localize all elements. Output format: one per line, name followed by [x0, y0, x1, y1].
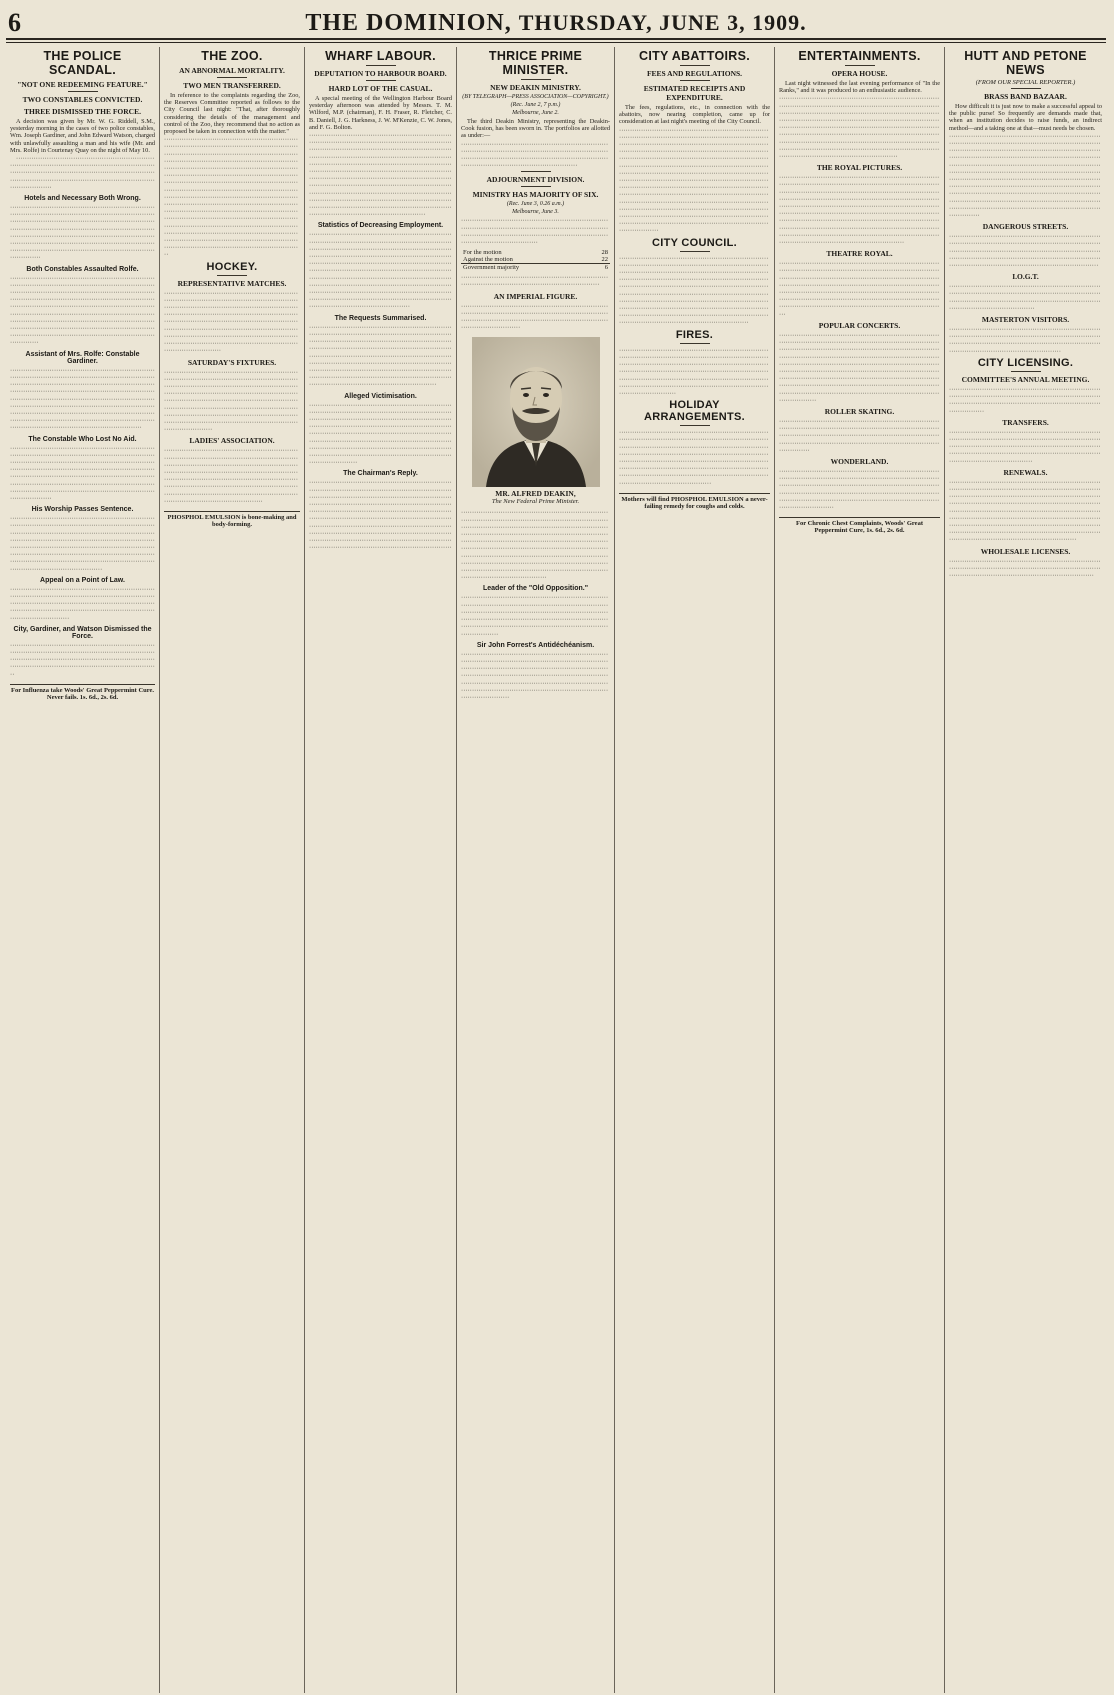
portrait-image [472, 337, 600, 487]
columns [6, 47, 1106, 1693]
subhead-adjournment: ADJOURNMENT DIVISION. [486, 175, 585, 185]
subhead-iogt: I.O.G.T. [1012, 272, 1039, 282]
section-hotels: Hotels and Necessary Both Wrong. [24, 195, 141, 203]
vote-row-against [461, 256, 610, 264]
kicker-police: "NOT ONE REDEEMING FEATURE." [17, 80, 148, 89]
subhead-dangerous-streets: DANGEROUS STREETS. [982, 222, 1069, 232]
lead-zoo: In reference to the complaints regarding the Zoo, the Reserves Committee reported as follows to the City Council last night: "That, after thoroughly considering the details of the management and control of the Zoo, they recommend that no action as proposed be taken in connection with the matter." [164, 92, 300, 136]
dateline-1: (Rec. June 2, 7 p.m.) [510, 102, 561, 108]
headline-holiday: HOLIDAY ARRANGEMENTS. [643, 399, 746, 424]
headline-wharf-labour: WHARF LABOUR. [325, 49, 436, 63]
section-dismissed: City, Gardiner, and Watson Dismissed the Force. [13, 625, 152, 640]
subhead-roller-skating: ROLLER SKATING. [824, 406, 895, 416]
vote-row-majority [461, 264, 610, 272]
subhead-receipts: ESTIMATED RECEIPTS AND EXPENDITURE. [643, 84, 746, 102]
section-chairman-reply: The Chairman's Reply. [343, 470, 418, 478]
headline-entertainments: ENTERTAINMENTS. [798, 49, 921, 63]
column-entertainments: ENTERTAINMENTS. OPERA HOUSE. Last night witnessed the last evening performance of "In the Ranks," and it was produced to an enthusiastic audience. ······························································································································································································································································································································································································································································································································································································································································ THE ROYAL PICTURES. ·········································································································································································································································································································································································································································································································································································································································································································································· THEATRE ROYAL. ·································································································································································································································································································································································································································································································································· POPULAR CONCERTS. ·································································································································································································································································································································································································································································································································································································································································································· ROLLER SKATING. ·················································································································································································································································································································· WONDERLAND. ······································································································································································································································································································································································································ For Chronic Chest Complaints, Woods' Great Peppermint Cure, 1s. 6d., 2s. 6d. [775, 47, 945, 1693]
lead-hutt: How difficult it is just now to make a successful appeal to the public purse! So frequently are demands made that, when an institution decides to raise funds, an indirect method—and a taking one at that—must needs be chosen. [949, 103, 1102, 132]
vote-against-value: 22 [601, 256, 608, 264]
portrait-subcaption: The New Federal Prime Minister. [491, 498, 580, 506]
kicker-fees: FEES AND REGULATIONS. [646, 69, 743, 78]
vote-majority-value: 6 [588, 264, 610, 272]
ad-phosphol: PHOSPHOL EMULSION is bone-making and body-forming. [164, 511, 300, 528]
section-victimisation: Alleged Victimisation. [344, 392, 417, 400]
subhead-popular-concerts: POPULAR CONCERTS. [818, 320, 901, 330]
section-old-opposition: Leader of the "Old Opposition." [482, 585, 589, 593]
subhead-majority: MINISTRY HAS MAJORITY OF SIX. [472, 190, 599, 200]
paper-name: THE DOMINION, [305, 10, 512, 36]
subhead-ladies-association: LADIES' ASSOCIATION. [189, 436, 275, 446]
kicker-deakin-ministry: NEW DEAKIN MINISTRY. [490, 83, 581, 92]
section-requests: The Requests Summarised. [334, 314, 427, 322]
paper-title [6, 10, 1106, 37]
vote-for-label: For the motion [463, 249, 502, 257]
headline-city-council: CITY COUNCIL. [652, 236, 737, 249]
column-zoo: THE ZOO. AN ABNORMAL MORTALITY. TWO MEN TRANSFERRED. In reference to the complaints regarding the Zoo, the Reserves Committee reported as follows to the City Council last night: "That, after thoroughly considering the details of the management and control of the Zoo, they recommend that no action as proposed be taken in connection with the matter." ·················································································································································································································································································································································································································································································································································································································································································································································································································································································································································································································· HOCKEY. REPRESENTATIVE MATCHES. ·································································································································································································································································································································································································································································································································· SATURDAY'S FIXTURES. ······························································································································································································································································································································································································································································································································ LADIES' ASSOCIATION. ························································································································································································································································································································································································································································································ PHOSPHOL EMULSION is bone-making and body-forming. [160, 47, 305, 1693]
section-sentence: His Worship Passes Sentence. [31, 506, 134, 514]
vote-row-for [461, 249, 610, 256]
subhead-opera-house: OPERA HOUSE. [831, 69, 888, 78]
section-lost-no-aid: The Constable Who Lost No Aid. [28, 435, 137, 443]
subhead-renewals: RENEWALS. [1003, 467, 1048, 477]
kicker-zoo: AN ABNORMAL MORTALITY. [179, 66, 285, 75]
column-hutt-petone: HUTT AND PETONE NEWS (FROM OUR SPECIAL REPORTER.) BRASS BAND BAZAAR. How difficult it is just now to make a successful appeal to the public purse! So frequently are demands made that, when an institution decides to raise funds, an indirect method—and a taking one at that—must needs be chosen. ····································································································································································································································································································································································································································································································································································································································································································································································································· DANGEROUS STREETS. ························································································································································································································································································································································ I.O.G.T. ······················································································································································································································································ MASTERTON VISITORS. ·································································································································································································································································· CITY LICENSING. COMMITTEE'S ANNUAL MEETING. ······························································································································································································································· TRANSFERS. ·························································································································································································································································································································· RENEWALS. ·································································································································································································································································································································································································································································································································································································································· WHOLESALE LICENSES. ············································································································································································································ [949, 49, 1102, 579]
lead-abattoirs: The fees, regulations, etc., in connection with the abattoirs, now nearing completion, came up for consideration at last night's meeting of the City Council. [619, 104, 770, 126]
subhead-masterton: MASTERTON VISITORS. [981, 315, 1070, 325]
column-wharf-labour: WHARF LABOUR. DEPUTATION TO HARBOUR BOARD. HARD LOT OF THE CASUAL. A special meeting of the Wellington Harbour Board yesterday afternoon was attended by Messrs. T. M. Wilford, M.P. (chairman), F. H. Fraser, R. Fletcher, C. B. Daniell, J. G. Harkness, J. W. M'Kenzie, C. W. Jones, and F. G. Bolton. ································································································································································································································································································································································································································································································································································································································································································································································································ Statistics of Decreasing Employment. ························································································································································································································································································································································································································································································································································································································································································································ The Requests Summarised. ·································································································································································································································································································································································································································································································································································································· Alleged Victimisation. ······························································································································································································································································································································································································································································································································································ The Chairman's Reply. ·········································································································································································································································································································································································································································································································································································································································································· [305, 47, 457, 1693]
headline-hockey: HOCKEY. [206, 260, 258, 273]
subhead-wholesale: WHOLESALE LICENSES. [980, 546, 1071, 556]
issue-date: THURSDAY, JUNE 3, 1909. [518, 10, 807, 35]
subhead-casual: HARD LOT OF THE CASUAL. [328, 84, 433, 93]
place-1: Melbourne, June 2. [512, 110, 559, 116]
ad-phosphol-mothers: Mothers will find PHOSPHOL EMULSION a never-failing remedy for coughs and colds. [619, 493, 770, 510]
place-2: Melbourne, June 3. [512, 209, 559, 216]
vote-for-value: 28 [601, 249, 608, 257]
vote-table [461, 249, 610, 271]
masthead [6, 6, 1106, 40]
lead-wharf: A special meeting of the Wellington Harbour Board yesterday afternoon was attended by Messrs. T. M. Wilford, M.P. (chairman), F. H. Fraser, R. Fletcher, C. B. Daniell, J. G. Harkness, J. W. M'Kenzie, C. W. Jones, and F. G. Bolton. [309, 95, 452, 131]
byline-telegraph: (BY TELEGRAPH—PRESS ASSOCIATION—COPYRIGHT.) [462, 94, 609, 100]
section-both-assaulted: Both Constables Assaulted Rolfe. [26, 265, 139, 273]
subhead-constables-convicted: TWO CONSTABLES CONVICTED. [22, 95, 143, 104]
subhead-brass-band: BRASS BAND BAZAAR. [984, 92, 1067, 101]
ad-chest-complaints: For Chronic Chest Complaints, Woods' Great Peppermint Cure, 1s. 6d., 2s. 6d. [779, 517, 940, 534]
subhead-transfers: TRANSFERS. [1002, 417, 1049, 427]
lead-deakin: The third Deakin Ministry, representing the Deakin-Cook fusion, has been sworn in. The portfolios are allotted as under:— [461, 118, 610, 140]
subhead-theatre-royal: THEATRE ROYAL. [826, 249, 893, 259]
portrait-caption: MR. ALFRED DEAKIN, [495, 489, 576, 499]
vote-majority-label: Government majority [461, 264, 588, 272]
subhead-annual-meeting: COMMITTEE'S ANNUAL MEETING. [961, 374, 1090, 384]
lead-opera: Last night witnessed the last evening performance of "In the Ranks," and it was produced to an enthusiastic audience. [779, 80, 940, 95]
headline-hutt-petone: HUTT AND PETONE NEWS [964, 49, 1087, 77]
lead-police: A decision was given by Mr. W. G. Riddell, S.M., yesterday morning in the cases of two police constables, Wm. Joseph Gardiner, and John Edward Watson, charged with unlawfully assaulting a man and his wife (Mr. and Mrs. Rolfe) in Courtenay Quay on the night of May 10. [10, 118, 155, 154]
headline-city-abattoirs: CITY ABATTOIRS. [639, 49, 750, 63]
section-appeal: Appeal on a Point of Law. [40, 576, 125, 584]
subhead-imperial-figure: AN IMPERIAL FIGURE. [493, 291, 578, 301]
subhead-saturday-fixtures: SATURDAY'S FIXTURES. [187, 357, 277, 367]
subhead-rep-matches: REPRESENTATIVE MATCHES. [177, 278, 287, 288]
headline-prime-minister: THRICE PRIME MINISTER. [488, 49, 583, 77]
column-prime-minister: THRICE PRIME MINISTER. NEW DEAKIN MINISTRY. (BY TELEGRAPH—PRESS ASSOCIATION—COPYRIGHT.) (Rec. June 2, 7 p.m.) Melbourne, June 2. The third Deakin Ministry, representing the Deakin-Cook fusion, has been sworn in. The portfolios are allotted as under:— ······························································································································································································································································ ADJOURNMENT DIVISION. MINISTRY HAS MAJORITY OF SIX. (Rec. June 3, 0.26 a.m.) Melbourne, June 3. ············································································································································································································································ For the motion 28 Against the motion 22 Government majority 6 ·································································································································· AN IMPERIAL FIGURE. ···································································································································································································································· MR. ALFRED DEAKIN, The New Federal Prime Minister. ·································································································································································································································································································································································································································································································································································································································································· Leader of the "Old Opposition." ································································································································································································································································································································································ Sir John Forrest's Antidéchéanism. ········································································································································································································································································································································································································································ [457, 47, 615, 1693]
portrait-deakin [472, 337, 600, 487]
ad-peppermint-cure: For Influenza take Woods' Great Peppermint Cure. Never fails. 1s. 6d., 2s. 6d. [10, 684, 155, 701]
section-assistant: Assistant of Mrs. Rolfe: Constable Gardiner. [25, 350, 140, 365]
subhead-wonderland: WONDERLAND. [830, 456, 889, 466]
dateline-2: (Rec. June 3, 0.26 a.m.) [506, 201, 565, 208]
column-city-abattoirs: CITY ABATTOIRS. FEES AND REGULATIONS. ESTIMATED RECEIPTS AND EXPENDITURE. The fees, regulations, etc., in connection with the abattoirs, now nearing completion, came up for consideration at last night's meeting of the City Council. ·········································································································································································································································································································································································································································································································································································································································································································································································································································································································································································································· CITY COUNCIL. ······························································································································································································································································································································································································································································································································································································································································································· FIRES. ·················································································································································································································································································································································································································································· HOLIDAY ARRANGEMENTS. ······································································································································································································································································································································································································································································································································ Mothers will find PHOSPHOL EMULSION a never-failing remedy for coughs and colds. [615, 47, 775, 1693]
headline-fires: FIRES. [675, 328, 714, 341]
headline-city-licensing: CITY LICENSING. [977, 356, 1074, 369]
section-statistics: Statistics of Decreasing Employment. [317, 222, 444, 230]
column-police-scandal: THE POLICE SCANDAL. "NOT ONE REDEEMING FEATURE." TWO CONSTABLES CONVICTED. THREE DISMISSED THE FORCE. A decision was given by Mr. W. G. Riddell, S.M., yesterday morning in the cases of two police constables, Wm. Joseph Gardiner, and John Edward Watson, charged with unlawfully assaulting a man and his wife (Mr. and Mrs. Rolfe) in Courtenay Quay on the night of May 10. ························································································································································································································································································ Hotels and Necessary Both Wrong. ···························································································································································································································································································································································································································································································· Both Constables Assaulted Rolfe. ······························································································································································································································································································································································································································································································································································································································· Assistant of Mrs. Rolfe: Constable Gardiner. ············································································································································································································································································································································································································································································································································································································ The Constable Who Lost No Aid. ································································································································································································································································································································································································································································································· His Worship Passes Sentence. ························································································································································································································································································································································································································································································································ Appeal on a Point of Law. ··································································································································································································································································································· City, Gardiner, and Watson Dismissed the Force. ·········································································································································································································································································· For Influenza take Woods' Great Peppermint Cure. Never fails. 1s. 6d., 2s. 6d. [6, 47, 160, 1693]
page-number: 6 [8, 8, 21, 37]
headline-zoo: THE ZOO. [201, 49, 263, 63]
subhead-dismissed: THREE DISMISSED THE FORCE. [24, 107, 141, 116]
subhead-royal-pictures: THE ROYAL PICTURES. [816, 163, 903, 173]
subhead-men-transferred: TWO MEN TRANSFERRED. [183, 81, 281, 90]
headline-police-scandal: THE POLICE SCANDAL. [43, 49, 122, 77]
kicker-deputation: DEPUTATION TO HARBOUR BOARD. [314, 69, 447, 78]
section-forrest: Sir John Forrest's Antidéchéanism. [476, 641, 595, 649]
byline-special-reporter: (FROM OUR SPECIAL REPORTER.) [975, 79, 1076, 86]
vote-against-label: Against the motion [463, 256, 513, 264]
